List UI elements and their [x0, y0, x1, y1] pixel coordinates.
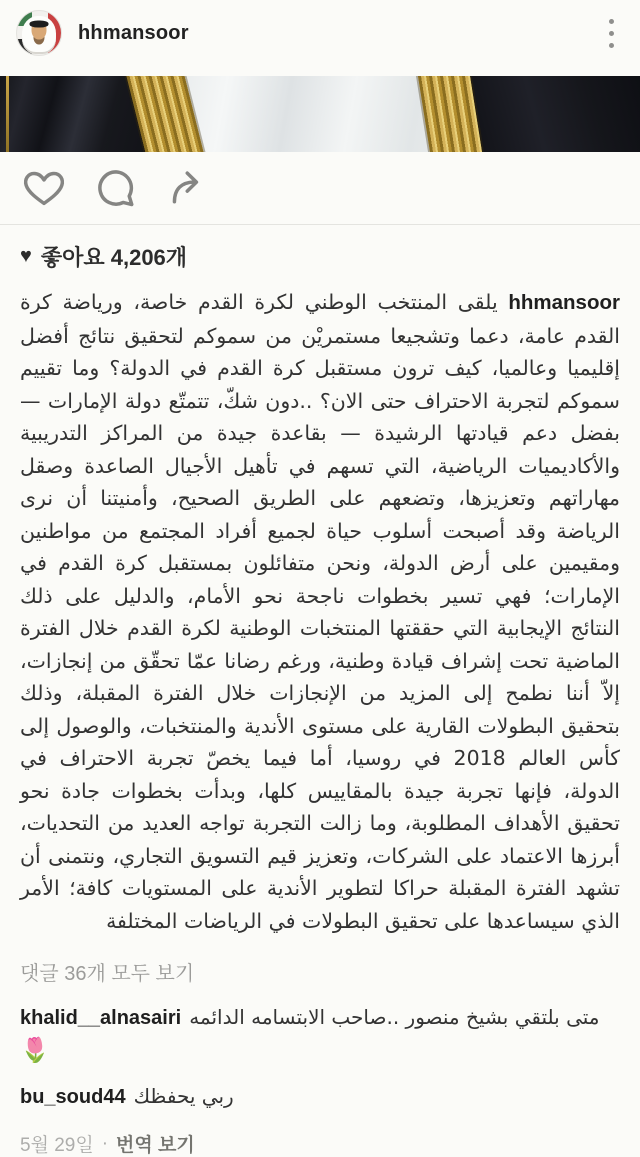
comment-emoji-tulip: 🌷: [20, 1037, 50, 1064]
comment-bubble-icon[interactable]: [94, 166, 138, 210]
like-heart-icon[interactable]: [22, 166, 66, 210]
avatar[interactable]: [16, 10, 62, 56]
caption-username[interactable]: hhmansoor: [508, 291, 620, 314]
footer-separator: ·: [101, 1132, 109, 1154]
action-bar: [0, 152, 640, 222]
caption: [0, 278, 640, 937]
likes-row[interactable]: [0, 225, 640, 278]
see-translation-link[interactable]: 번역 보기: [116, 1135, 195, 1156]
avatar-agal: [30, 21, 49, 28]
view-all-comments-link[interactable]: 댓글 36개 모두 보기: [20, 963, 195, 985]
post-photo[interactable]: [0, 76, 640, 152]
post-footer: [0, 1112, 640, 1157]
caption-text: يلقى المنتخب الوطني لكرة القدم خاصة، ورياضة كرة القدم عامة، دعما وتشجيعا مستمريْن من سموكم لتحقيق نتائج أفضل إقليميا وعالميا، كيف ترون مستقبل كرة القدم في الدولة؟ وما تقييم سموكم لتجربة الاحتراف حتى الان؟ ..دون شكّ، تتمتّع دولة الإمارات — بفضل دعم قيادتها الرشيدة — بقاعدة جيدة من المراكز التدريبية والأكاديميات الرياضية، التي تسهم في تأهيل الأجيال الصاعدة وصقل مهاراتهم وتعزيزها، وتضعهم على الطريق الصحيح، وأمنيتنا أن نرى الرياضة وقد أصبحت أسلوب حياة لجميع أفراد المجتمع من مواطنين ومقيمين على أرض الدولة، ونحن متفائلون بمستقبل كرة القدم في الإمارات؛ فهي تسير بخطوات ناجحة نحو الأمام، والدليل على ذلك النتائج الإيجابية التي حققتها المنتخبات الوطنية لكرة القدم خلال الفترة الماضية تحت إشراف قيادة وطنية، ورغم رضانا عمّا تحقّق من إنجازات، إلاّ أننا نطمح إلى المزيد من الإنجازات خلال الفترة المقبلة، وذلك بتحقيق البطولات القارية على مستوى الأندية والمنتخبات، والوصول إلى كأس العالم 2018 في روسيا، أما فيما يخصّ تجربة الاحتراف في الدولة، فإنها تجربة جيدة بالمقاييس كلها، وبدأت بخطوات جادة نحو تحقيق الأهداف المطلوبة، وما زالت التجربة تواجه العديد من التحديات، أبرزها الاعتماد على الشركات، وتعزيز قيم التسويق التجاري، ونتمنى أن تشهد الفترة المقبلة حراكا لتطوير الأندية على المستويات كافة؛ الأمر الذي سيساعدها على تحقيق البطولات في الرياضات المختلفة: [20, 290, 621, 933]
comment-row: [0, 1065, 640, 1112]
post-header: [0, 0, 640, 66]
likes-heart-icon: ♥: [20, 245, 32, 267]
comment-text: ربي يحفظك: [133, 1084, 234, 1108]
photo-gold-thread: [6, 76, 9, 152]
share-arrow-icon[interactable]: [166, 166, 210, 210]
likes-count-label: 좋아요 4,206개: [40, 245, 188, 270]
more-options-icon[interactable]: [597, 11, 626, 56]
photo-dark-bisht-right: [468, 76, 640, 152]
comment-username[interactable]: bu_soud44: [20, 1086, 126, 1108]
post-date: 5월 29일: [20, 1135, 94, 1156]
header-username[interactable]: hhmansoor: [78, 21, 189, 44]
comment-text: متى بلتقي بشيخ منصور ..صاحب الابتسامه الدائمه: [189, 1005, 600, 1029]
comment-row: [0, 986, 640, 1033]
comment-username[interactable]: khalid__alnasairi: [20, 1007, 182, 1029]
